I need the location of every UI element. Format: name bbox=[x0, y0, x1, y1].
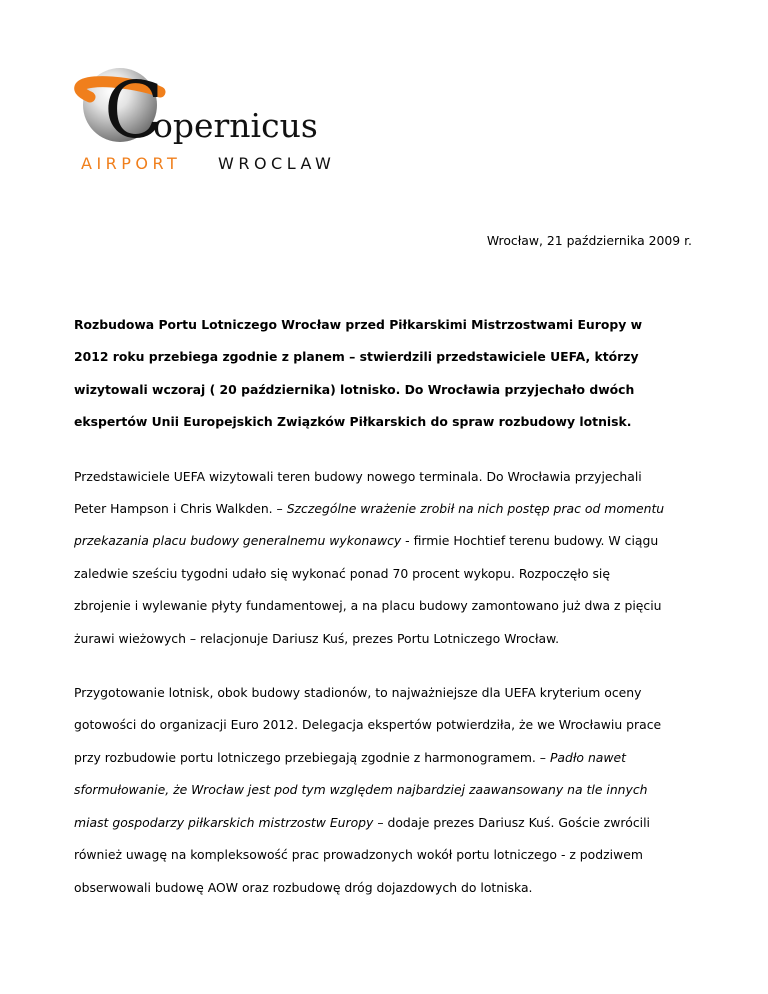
paragraph-line: Przygotowanie lotnisk, obok budowy stadionów, to najważniejsze dla UEFA kryterium oceny bbox=[74, 685, 642, 701]
lead-line: ekspertów Unii Europejskich Związków Piłkarskich do spraw rozbudowy lotnisk. bbox=[74, 414, 632, 430]
quote-text: Szczególne wrażenie zrobił na nich postęp prac od momentu bbox=[286, 501, 665, 517]
paragraph-line: – dodaje prezes Dariusz Kuś. Goście zwrócili bbox=[373, 814, 650, 830]
paragraph-line: Peter Hampson i Chris Walkden. – bbox=[74, 501, 287, 517]
paragraph-line: Przedstawiciele UEFA wizytowali teren budowy nowego terminala. Do Wrocławia przyjechali bbox=[74, 468, 642, 484]
paragraph-line: zbrojenie i wylewanie płyty fundamentowej, a na placu budowy zamontowano już dwa z pięciu bbox=[74, 598, 662, 614]
paragraph-line: również uwagę na kompleksowość prac prowadzonych wokół portu lotniczego - z podziwem bbox=[74, 847, 643, 863]
logo-graphic bbox=[70, 60, 360, 180]
logo-subtitle-airport: AIRPORT bbox=[81, 154, 182, 173]
paragraph-line: gotowości do organizacji Euro 2012. Delegacja ekspertów potwierdziła, że we Wrocławiu prace bbox=[74, 717, 662, 733]
lead-line: Rozbudowa Portu Lotniczego Wrocław przed Piłkarskimi Mistrzostwami Europy w bbox=[74, 317, 643, 332]
quote-text: przekazania placu budowy generalnemu wykonawcy bbox=[74, 533, 402, 549]
dateline: Wrocław, 21 października 2009 r. bbox=[486, 233, 692, 248]
paragraph-line: obserwowali budowę AOW oraz rozbudowę dróg dojazdowych do lotniska. bbox=[74, 879, 533, 895]
lead-paragraph bbox=[74, 309, 704, 439]
paragraph-line: zaledwie sześciu tygodni udało się wykonać ponad 70 procent wykopu. Rozpoczęło się bbox=[74, 565, 610, 581]
lead-line: 2012 roku przebiega zgodnie z planem – stwierdzili przedstawiciele UEFA, którzy bbox=[74, 349, 639, 365]
quote-text: Padło nawet bbox=[549, 749, 627, 765]
paragraph-line: przy rozbudowie portu lotniczego przebiegają zgodnie z harmonogramem. – bbox=[74, 749, 550, 765]
copernicus-airport-logo bbox=[70, 60, 360, 180]
quote-text: miast gospodarzy piłkarskich mistrzostw Europy bbox=[74, 814, 374, 830]
body-paragraph-visit bbox=[74, 461, 704, 655]
body-paragraph-assessment bbox=[74, 677, 704, 904]
lead-line: wizytowali wczoraj ( 20 października) lotnisko. Do Wrocławia przyjechało dwóch bbox=[74, 381, 635, 397]
paragraph-line: - firmie Hochtief terenu budowy. W ciągu bbox=[401, 533, 659, 549]
quote-text: sformułowanie, że Wrocław jest pod tym względem najbardziej zaawansowany na tle innych bbox=[74, 782, 648, 798]
paragraph-line: żurawi wieżowych – relacjonuje Dariusz Kuś, prezes Portu Lotniczego Wrocław. bbox=[74, 630, 560, 646]
logo-wordmark: opernicus bbox=[153, 106, 318, 145]
logo-initial-c: C bbox=[104, 66, 164, 156]
press-release-body bbox=[74, 309, 704, 926]
logo-subtitle-city: WROCLAW bbox=[218, 154, 336, 173]
